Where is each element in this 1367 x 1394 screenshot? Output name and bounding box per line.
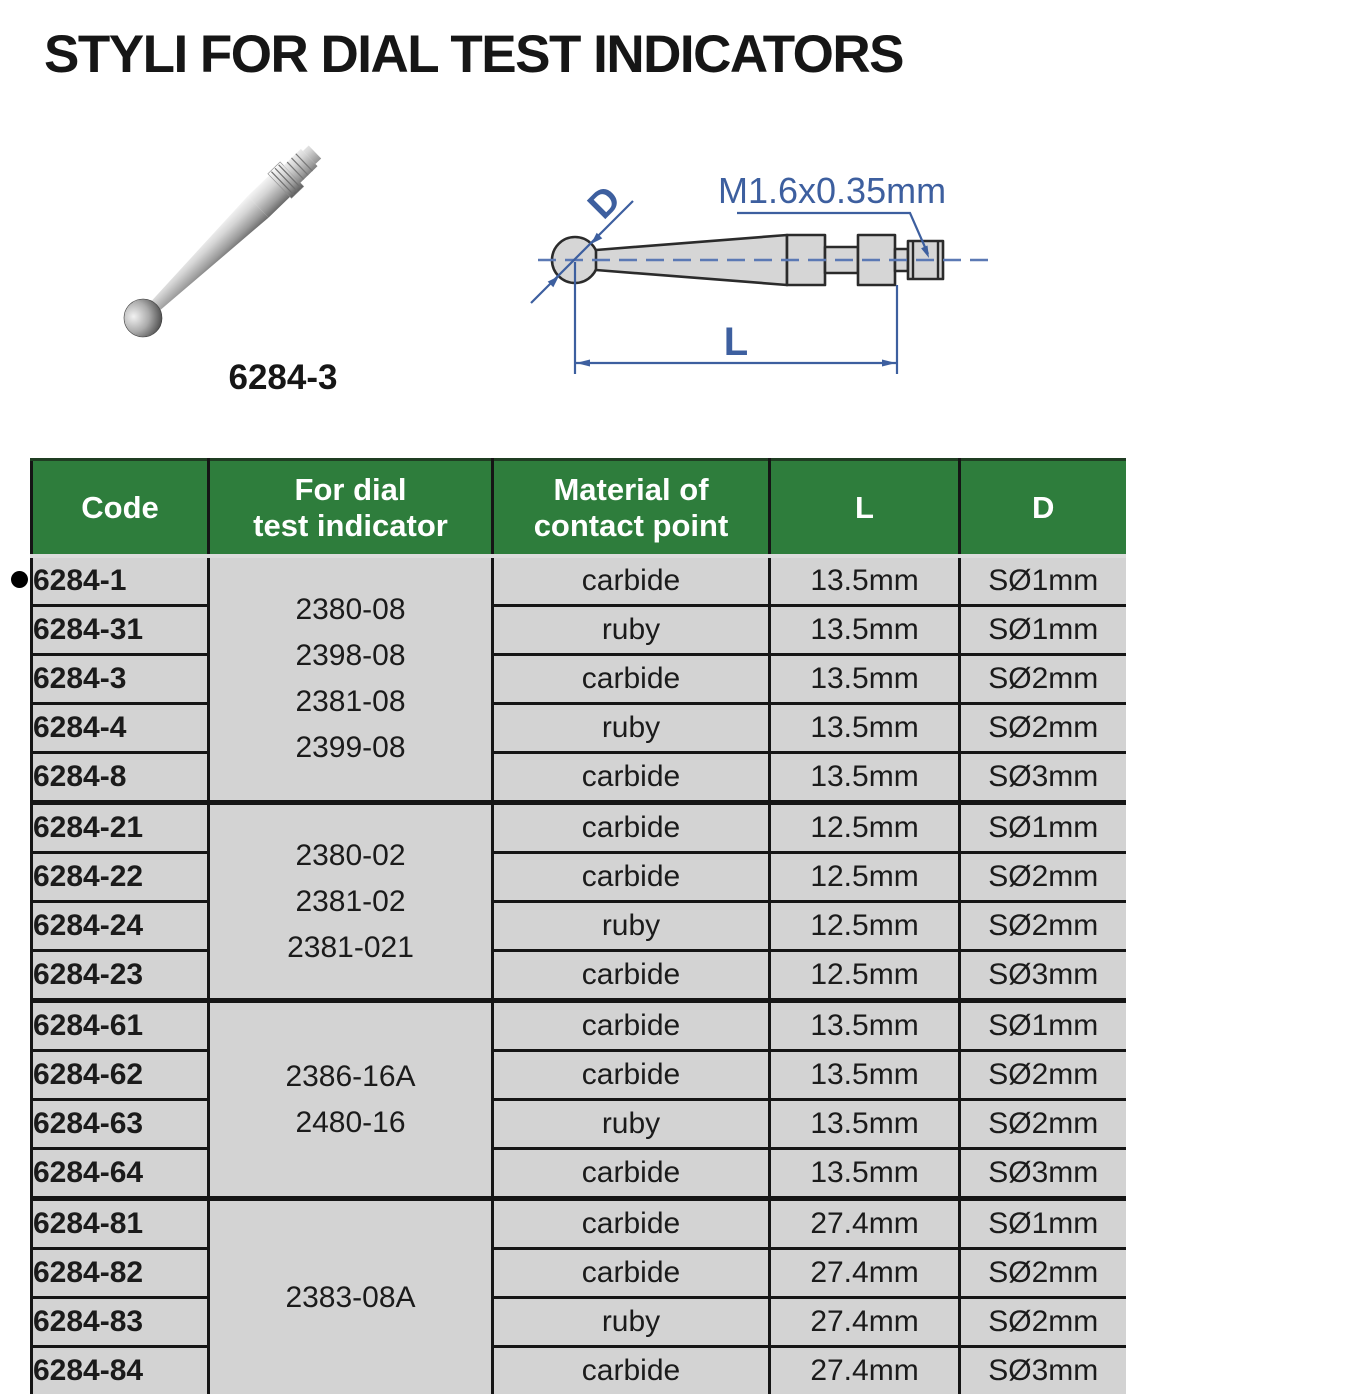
drawing-dimensions <box>531 201 993 374</box>
drawing-dim-l-label: L <box>724 320 748 364</box>
code-cell: 6284-4 <box>32 704 209 753</box>
indicator-model: 2398-08 <box>210 633 491 679</box>
indicator-model: 2480-16 <box>210 1100 491 1146</box>
indicator-model: 2380-08 <box>210 587 491 633</box>
diameter-cell: SØ1mm <box>960 556 1126 606</box>
table-row <box>32 655 1126 704</box>
diameter-cell: SØ3mm <box>960 951 1126 1001</box>
row-marker-bullet <box>11 571 28 588</box>
table-row <box>32 704 1126 753</box>
indicator-model: 2381-08 <box>210 679 491 725</box>
table-row <box>32 1298 1126 1347</box>
material-cell: carbide <box>493 803 770 853</box>
indicator-model: 2399-08 <box>210 725 491 771</box>
code-cell: 6284-82 <box>32 1249 209 1298</box>
diameter-cell: SØ2mm <box>960 1100 1126 1149</box>
code-cell: 6284-24 <box>32 902 209 951</box>
header-line: contact point <box>494 508 768 544</box>
table-row <box>32 803 1126 853</box>
code-cell: 6284-81 <box>32 1199 209 1249</box>
code-cell: 6284-3 <box>32 655 209 704</box>
diameter-cell: SØ2mm <box>960 1249 1126 1298</box>
material-cell: ruby <box>493 1100 770 1149</box>
diameter-cell: SØ3mm <box>960 1149 1126 1199</box>
indicator-model: 2383-08A <box>210 1275 491 1321</box>
indicator-model: 2381-02 <box>210 879 491 925</box>
length-cell: 13.5mm <box>770 556 960 606</box>
length-cell: 27.4mm <box>770 1249 960 1298</box>
table-row <box>32 1199 1126 1249</box>
length-cell: 12.5mm <box>770 803 960 853</box>
length-cell: 13.5mm <box>770 704 960 753</box>
photo-caption: 6284-3 <box>158 358 408 398</box>
page-title: STYLI FOR DIAL TEST INDICATORS <box>44 24 903 85</box>
material-cell: ruby <box>493 902 770 951</box>
material-cell: ruby <box>493 1298 770 1347</box>
indicator-group-cell <box>209 1199 493 1394</box>
drawing-dim-d-label: D <box>580 178 629 227</box>
table-row <box>32 1249 1126 1298</box>
length-cell: 13.5mm <box>770 1051 960 1100</box>
col-header-l: L <box>770 460 960 557</box>
stylus-photo-body <box>116 138 328 345</box>
drawing-stylus-outline <box>552 235 943 285</box>
diameter-cell: SØ3mm <box>960 1347 1126 1394</box>
drawing-thread-spec-label: M1.6x0.35mm <box>718 170 946 211</box>
material-cell: carbide <box>493 1347 770 1394</box>
length-cell: 13.5mm <box>770 1149 960 1199</box>
length-cell: 13.5mm <box>770 1001 960 1051</box>
table-row <box>32 753 1126 803</box>
indicator-group-cell <box>209 556 493 803</box>
code-cell: 6284-62 <box>32 1051 209 1100</box>
code-cell: 6284-64 <box>32 1149 209 1199</box>
material-cell: ruby <box>493 704 770 753</box>
length-cell: 27.4mm <box>770 1347 960 1394</box>
length-cell: 27.4mm <box>770 1298 960 1347</box>
table-row <box>32 1100 1126 1149</box>
code-cell: 6284-22 <box>32 853 209 902</box>
length-cell: 12.5mm <box>770 853 960 902</box>
code-cell: 6284-1 <box>32 556 209 606</box>
length-cell: 13.5mm <box>770 655 960 704</box>
header-line: Material of <box>494 472 768 508</box>
diameter-cell: SØ2mm <box>960 1298 1126 1347</box>
material-cell: ruby <box>493 606 770 655</box>
table-row <box>32 951 1126 1001</box>
length-cell: 13.5mm <box>770 753 960 803</box>
stylus-shaft <box>142 196 269 320</box>
length-cell: 12.5mm <box>770 902 960 951</box>
diameter-cell: SØ2mm <box>960 853 1126 902</box>
length-cell: 13.5mm <box>770 1100 960 1149</box>
table-row <box>32 1149 1126 1199</box>
diameter-cell: SØ3mm <box>960 753 1126 803</box>
stylus-photo <box>90 116 430 386</box>
diameter-cell: SØ2mm <box>960 655 1126 704</box>
table-row <box>32 556 1126 606</box>
table-row <box>32 1347 1126 1394</box>
code-cell: 6284-31 <box>32 606 209 655</box>
col-header-code: Code <box>32 460 209 557</box>
material-cell: carbide <box>493 1051 770 1100</box>
table-row <box>32 606 1126 655</box>
code-cell: 6284-63 <box>32 1100 209 1149</box>
material-cell: carbide <box>493 951 770 1001</box>
indicator-group-cell <box>209 803 493 1001</box>
table-row <box>32 853 1126 902</box>
table-row <box>32 902 1126 951</box>
code-cell: 6284-61 <box>32 1001 209 1051</box>
styli-table <box>30 458 1126 1394</box>
header-line: test indicator <box>210 508 491 544</box>
material-cell: carbide <box>493 556 770 606</box>
diameter-cell: SØ1mm <box>960 606 1126 655</box>
length-cell: 13.5mm <box>770 606 960 655</box>
code-cell: 6284-83 <box>32 1298 209 1347</box>
diameter-cell: SØ2mm <box>960 1051 1126 1100</box>
diameter-cell: SØ1mm <box>960 803 1126 853</box>
indicator-group-cell <box>209 1001 493 1199</box>
code-cell: 6284-84 <box>32 1347 209 1394</box>
technical-drawing <box>500 150 1000 400</box>
material-cell: carbide <box>493 853 770 902</box>
material-cell: carbide <box>493 655 770 704</box>
material-cell: carbide <box>493 1249 770 1298</box>
indicator-model: 2380-02 <box>210 833 491 879</box>
indicator-model: 2386-16A <box>210 1054 491 1100</box>
code-cell: 6284-21 <box>32 803 209 853</box>
material-cell: carbide <box>493 1001 770 1051</box>
material-cell: carbide <box>493 1199 770 1249</box>
header-line: For dial <box>210 472 491 508</box>
diameter-cell: SØ1mm <box>960 1199 1126 1249</box>
code-cell: 6284-8 <box>32 753 209 803</box>
col-header-d: D <box>960 460 1126 557</box>
header-row <box>32 460 1126 557</box>
col-header-indicator <box>209 460 493 557</box>
code-cell: 6284-23 <box>32 951 209 1001</box>
material-cell: carbide <box>493 1149 770 1199</box>
diameter-cell: SØ2mm <box>960 704 1126 753</box>
material-cell: carbide <box>493 753 770 803</box>
length-cell: 12.5mm <box>770 951 960 1001</box>
length-cell: 27.4mm <box>770 1199 960 1249</box>
table-row <box>32 1001 1126 1051</box>
indicator-model: 2381-021 <box>210 925 491 971</box>
diameter-cell: SØ2mm <box>960 902 1126 951</box>
col-header-material <box>493 460 770 557</box>
diameter-cell: SØ1mm <box>960 1001 1126 1051</box>
table-row <box>32 1051 1126 1100</box>
